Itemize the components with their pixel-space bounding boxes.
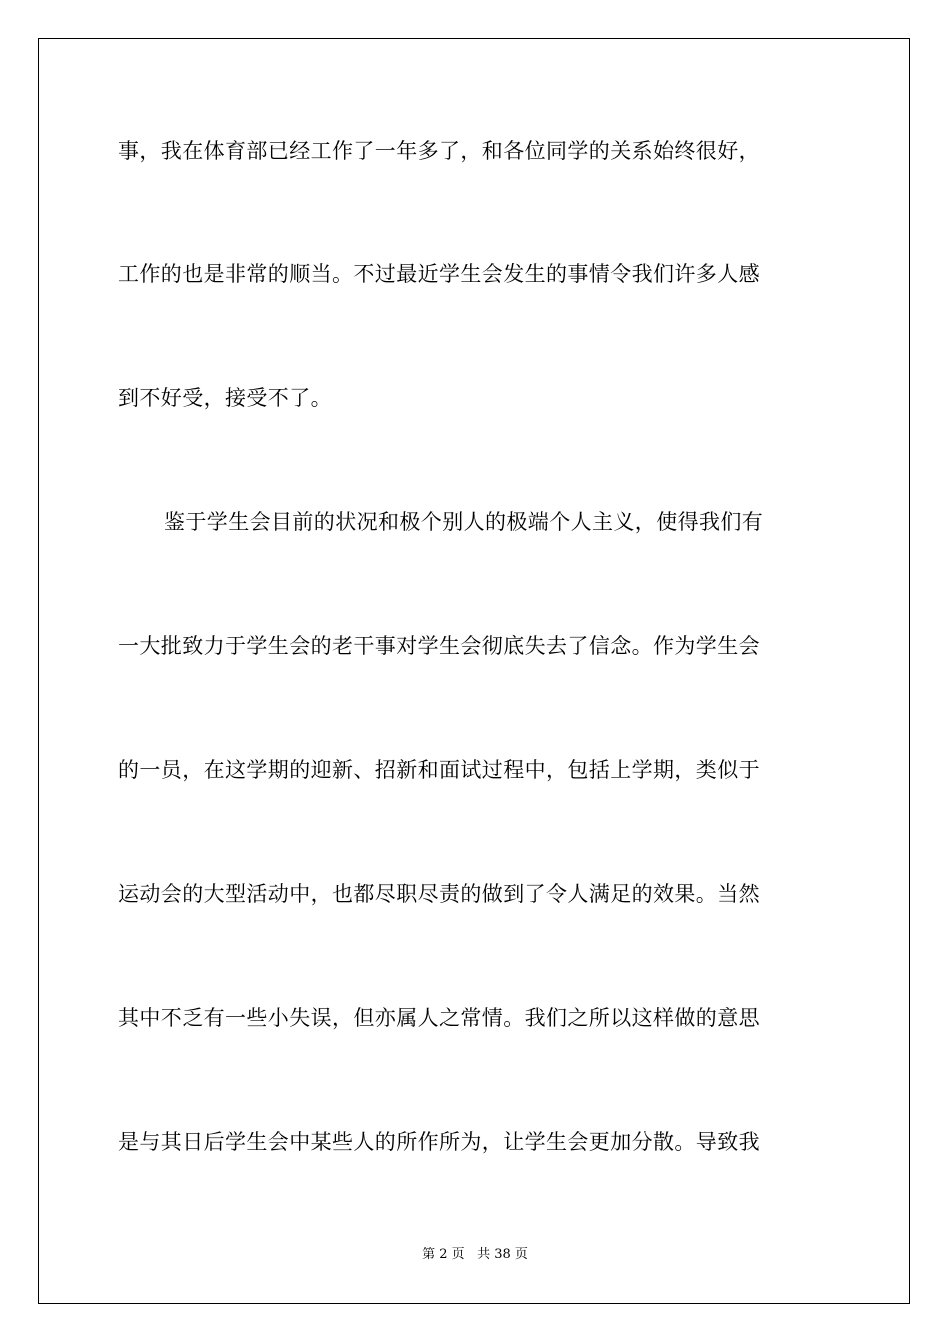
body-text-line: 的一员，在这学期的迎新、招新和面试过程中，包括上学期，类似于 [118, 758, 760, 782]
body-text-line: 一大批致力于学生会的老干事对学生会彻底失去了信念。作为学生会 [118, 634, 760, 658]
page-footer [0, 1247, 950, 1263]
body-text-line: 运动会的大型活动中，也都尽职尽责的做到了令人满足的效果。当然 [118, 882, 760, 906]
body-text-line: 工作的也是非常的顺当。不过最近学生会发生的事情令我们许多人感 [118, 262, 760, 286]
body-text-line: 到不好受，接受不了。 [118, 386, 332, 410]
page-border [38, 38, 910, 1304]
body-text-line: 是与其日后学生会中某些人的所作所为，让学生会更加分散。导致我 [118, 1130, 760, 1154]
total-pages: 共 38 页 [477, 1247, 528, 1262]
body-text-line: 事，我在体育部已经工作了一年多了，和各位同学的关系始终很好， [118, 139, 760, 163]
page-number: 第 2 页 [422, 1247, 465, 1262]
paragraph-first-line: 鉴于学生会目前的状况和极个别人的极端个人主义，使得我们有 [164, 510, 764, 534]
body-text-line: 其中不乏有一些小失误，但亦属人之常情。我们之所以这样做的意思 [118, 1006, 760, 1030]
